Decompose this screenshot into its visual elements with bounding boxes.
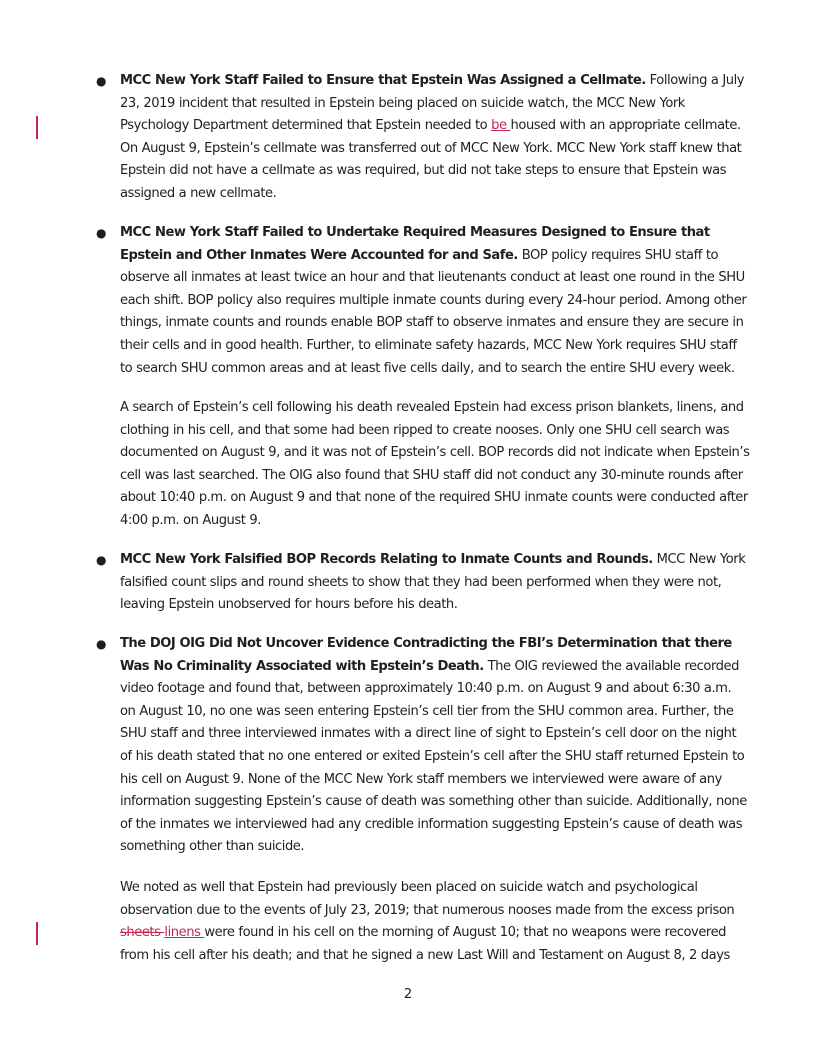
paragraph-cell-search: [120, 397, 750, 533]
bullet-text: BOP policy requires SHU staff to observe all inmates at least twice an hour and that lieutenants conduct at least one round in the SHU each shift. BOP policy also requires multiple inmate counts during every 24-hour period. Among other things, inmate counts and rounds enable BOP staff to observe inmates and ensure they are secure in their cells and in good health. Further, to eliminate safety hazards, MCC New York requires SHU staff to search SHU common areas and at least five cells daily, and to search the entire SHU every week.: [120, 247, 747, 376]
paragraph-text: We noted as well that Epstein had previously been placed on suicide watch and psychological observation due to the events of July 23, 2019; that numerous nooses made from the excess prison: [120, 880, 735, 918]
change-bar: [36, 116, 38, 139]
bullet-dot-icon: ●: [96, 553, 107, 567]
bullet-dot-icon: ●: [96, 74, 107, 88]
bullet-dot-icon: ●: [96, 226, 107, 240]
bullet-dot-icon: ●: [96, 637, 107, 651]
paragraph-noted: [120, 877, 750, 967]
bullet-measures: [96, 222, 750, 380]
page-number: 2: [403, 987, 413, 1002]
tracked-insertion[interactable]: linens: [164, 925, 205, 941]
bullet-text: MCC New York falsified count slips and round sheets to show that they had been performed when they were not, leaving Epstein unobserved for hours before his death.: [120, 552, 746, 613]
tracked-deletion[interactable]: sheets: [120, 925, 165, 941]
change-bar: [36, 922, 38, 945]
bullet-cellmate: [96, 70, 750, 206]
paragraph-text: A search of Epstein’s cell following his death revealed Epstein had excess prison blankets, linens, and clothing in his cell, and that some had been ripped to create nooses. Only one SHU cell search was documented on August 9, and it was not of Epstein’s cell. BOP records did not indicate when Epstein’s cell was last searched. The OIG also found that SHU staff did not conduct any 30-minute rounds after about 10:40 p.m. on August 9 and that none of the required SHU inmate counts were conducted after 4:00 p.m. on August 9.: [120, 400, 750, 528]
bullet-text: housed with an appropriate cellmate. On August 9, Epstein’s cellmate was transferred out of MCC New York. MCC New York staff knew that Epstein did not have a cellmate as was required, but did not take steps to ensure that Epstein was assigned a new cellmate.: [120, 118, 742, 201]
bullet-heading: MCC New York Falsified BOP Records Relating to Inmate Counts and Rounds.: [120, 552, 653, 567]
bullet-heading: MCC New York Staff Failed to Undertake Required Measures Designed to Ensure that Epstein and Other Inmates Were Accounted for and Safe.: [120, 225, 710, 263]
bullet-heading: The DOJ OIG Did Not Uncover Evidence Contradicting the FBI’s Determination that there Was No Criminality Associated with Epstein’s Death.: [120, 636, 732, 674]
paragraph-text: were found in his cell on the morning of August 10; that no weapons were recovered from his cell after his death; and that he signed a new Last Will and Testament on August 8, 2 days: [120, 925, 730, 963]
bullet-heading: MCC New York Staff Failed to Ensure that Epstein Was Assigned a Cellmate.: [120, 73, 646, 88]
tracked-insertion[interactable]: be: [491, 118, 511, 134]
bullet-no-criminality: [96, 633, 750, 859]
bullet-text: Following a July 23, 2019 incident that resulted in Epstein being placed on suicide watch, the MCC New York Psychology Department determined that Epstein needed to: [120, 73, 745, 134]
bullet-text: The OIG reviewed the available recorded video footage and found that, between approximately 10:40 p.m. on August 9 and about 6:30 a.m. on August 10, no one was seen entering Epstein’s cell tier from the SHU common area. Further, the SHU staff and three interviewed inmates with a direct line of sight to Epstein’s cell door on the night of his death stated that no one entered or exited Epstein’s cell after the SHU staff returned Epstein to his cell on August 9. None of the MCC New York staff members we interviewed were aware of any information suggesting Epstein’s cause of death was something other than suicide. Additionally, none of the inmates we interviewed had any credible information suggesting Epstein’s cause of death was something other than suicide.: [120, 658, 747, 855]
bullet-falsified: [96, 549, 750, 617]
